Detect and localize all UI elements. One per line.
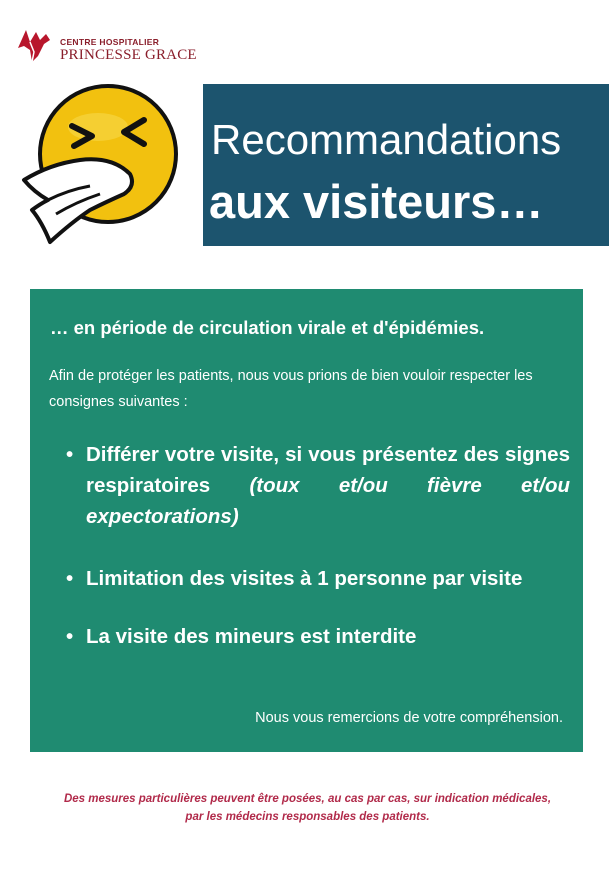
recommendations-list	[66, 439, 570, 652]
footer-note	[20, 790, 595, 826]
sneezing-face-icon	[20, 82, 180, 250]
list-item	[66, 621, 570, 652]
bullet-text: La visite des mineurs est interdite	[86, 625, 417, 648]
panel-subtitle: … en période de circulation virale et d'épidémies.	[50, 317, 485, 338]
bullet-italic-text: (toux et/ou fièvre et/ou expectorations)	[86, 474, 570, 528]
logo-line-1: CENTRE HOSPITALIER	[60, 37, 160, 47]
footer-line-2: par les médecins responsables des patients.	[185, 811, 430, 823]
bullet-icon: •	[66, 567, 74, 590]
thanks-note: Nous vous remercions de votre compréhension.	[255, 710, 563, 726]
bullet-icon: •	[66, 443, 74, 466]
logo-line-2: PRINCESSE GRACE	[60, 47, 197, 63]
list-item	[66, 439, 570, 532]
footer-line-1: Des mesures particulières peuvent être posées, au cas par cas, sur indication médicales,	[63, 793, 552, 805]
bullet-icon: •	[66, 625, 74, 648]
bullet-text: Limitation des visites à 1 personne par visite	[86, 567, 523, 590]
title-line-1: Recommandations	[211, 116, 562, 163]
title-banner	[203, 84, 609, 246]
hospital-logo	[16, 26, 196, 66]
bullet-text: Différer votre visite, si vous présentez des signes respiratoires	[86, 443, 570, 497]
title-line-2: aux visiteurs…	[209, 175, 544, 228]
hospital-logo-icon	[16, 26, 56, 66]
recommendations-panel	[30, 289, 583, 752]
list-item	[66, 563, 570, 594]
panel-intro: Afin de protéger les patients, nous vous prions de bien vouloir respecter les consignes suivantes :	[49, 368, 533, 410]
